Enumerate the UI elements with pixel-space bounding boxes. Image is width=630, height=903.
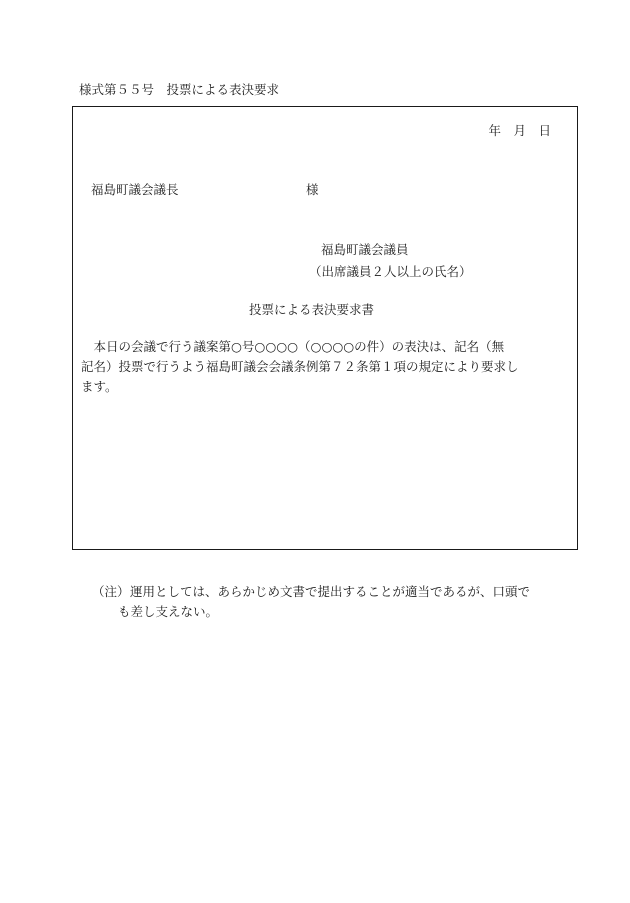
footnote-line-2: も差し支えない。 xyxy=(118,604,219,619)
body-line-2: 記名）投票で行うよう福島町議会会議条例第７２条第１項の規定により要求し xyxy=(81,359,519,374)
addressee-honorific: 様 xyxy=(306,182,319,197)
sender-note: （出席議員２人以上の氏名） xyxy=(309,264,472,279)
addressee-name: 福島町議会議長 xyxy=(91,182,179,197)
form-number-heading: 様式第５５号 投票による表決要求 xyxy=(79,82,280,97)
document-title: 投票による表決要求書 xyxy=(249,302,375,317)
request-body xyxy=(81,337,567,397)
sender-role: 福島町議会議員 xyxy=(321,242,409,257)
footnote xyxy=(92,582,530,622)
date-line: 年 月 日 xyxy=(488,123,551,138)
body-line-1: 本日の会議で行う議案第○号○○○○（○○○○の件）の表決は、記名（無 xyxy=(81,339,505,354)
footnote-label: （注） xyxy=(92,584,130,599)
footnote-text-1: 運用としては、あらかじめ文書で提出することが適当であるが、口頭で xyxy=(130,584,531,599)
request-form-frame xyxy=(72,106,578,550)
footnote-line-1 xyxy=(92,582,530,602)
body-line-3: ます。 xyxy=(81,379,118,394)
